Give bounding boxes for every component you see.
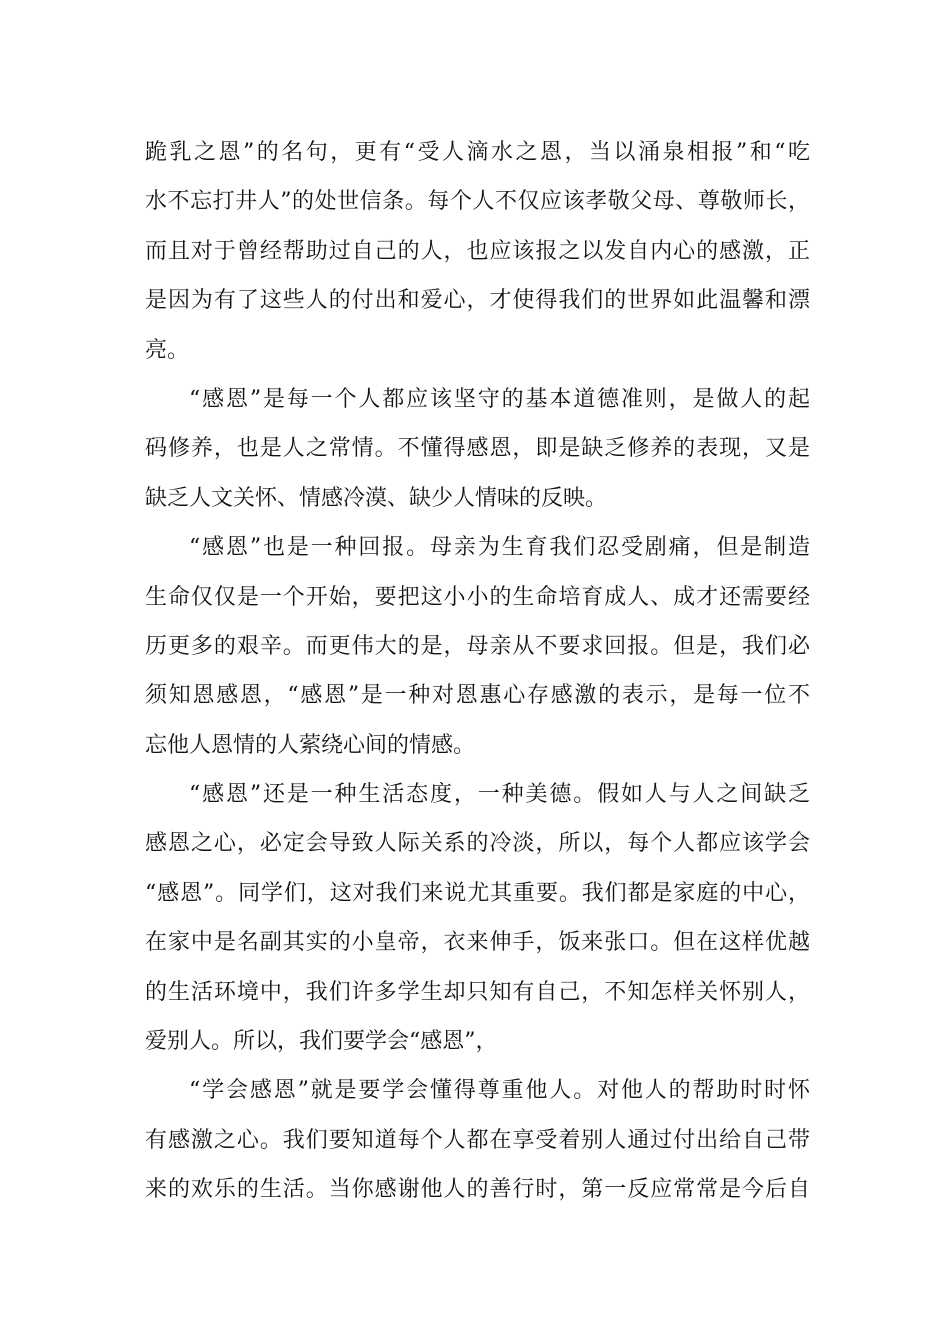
paragraph	[145, 375, 810, 523]
text-line: 亮。	[145, 337, 190, 363]
text-line: “感恩”。同学们，这对我们来说尤其重要。我们都是家庭的中心，	[145, 880, 810, 906]
text-line: 缺乏人文关怀、情感冷漠、缺少人情味的反映。	[145, 485, 608, 511]
text-line: “感恩”还是一种生活态度，一种美德。假如人与人之间缺乏	[189, 782, 810, 808]
text-line: “感恩”是每一个人都应该坚守的基本道德准则，是做人的起	[189, 386, 810, 412]
paragraph	[145, 770, 810, 1066]
text-line: 历更多的艰辛。而更伟大的是，母亲从不要求回报。但是，我们必	[145, 633, 810, 659]
text-line: 爱别人。所以，我们要学会“感恩”，	[145, 1029, 498, 1055]
paragraph	[145, 523, 810, 770]
text-line: 在家中是名副其实的小皇帝，衣来伸手，饭来张口。但在这样优越	[145, 930, 810, 956]
text-line: 是因为有了这些人的付出和爱心，才使得我们的世界如此温馨和漂	[145, 288, 810, 314]
text-line: 有感激之心。我们要知道每个人都在享受着别人通过付出给自己带	[145, 1127, 810, 1153]
text-line: “感恩”也是一种回报。母亲为生育我们忍受剧痛，但是制造	[189, 535, 810, 561]
text-line: 水不忘打井人”的处世信条。每个人不仅应该孝敬父母、尊敬师长，	[145, 189, 810, 215]
text-line: “学会感恩”就是要学会懂得尊重他人。对他人的帮助时时怀	[189, 1078, 810, 1104]
text-line: 码修养，也是人之常情。不懂得感恩，即是缺乏修养的表现，又是	[145, 436, 810, 462]
text-line: 生命仅仅是一个开始，要把这小小的生命培育成人、成才还需要经	[145, 584, 810, 610]
body-text	[145, 128, 810, 1215]
text-line: 而且对于曾经帮助过自己的人，也应该报之以发自内心的感激，正	[145, 238, 810, 264]
text-line: 的生活环境中，我们许多学生却只知有自己，不知怎样关怀别人，	[145, 979, 810, 1005]
text-line: 跪乳之恩”的名句，更有“受人滴水之恩，当以涌泉相报”和“吃	[145, 140, 810, 165]
text-line: 感恩之心，必定会导致人际关系的冷淡，所以，每个人都应该学会	[145, 831, 810, 857]
text-line: 忘他人恩情的人萦绕心间的情感。	[145, 732, 476, 758]
paragraph	[145, 128, 810, 375]
text-line: 来的欢乐的生活。当你感谢他人的善行时，第一反应常常是今后自	[145, 1177, 810, 1203]
paragraph	[145, 1066, 810, 1214]
text-line: 须知恩感恩，“感恩”是一种对恩惠心存感激的表示，是每一位不	[145, 683, 810, 709]
